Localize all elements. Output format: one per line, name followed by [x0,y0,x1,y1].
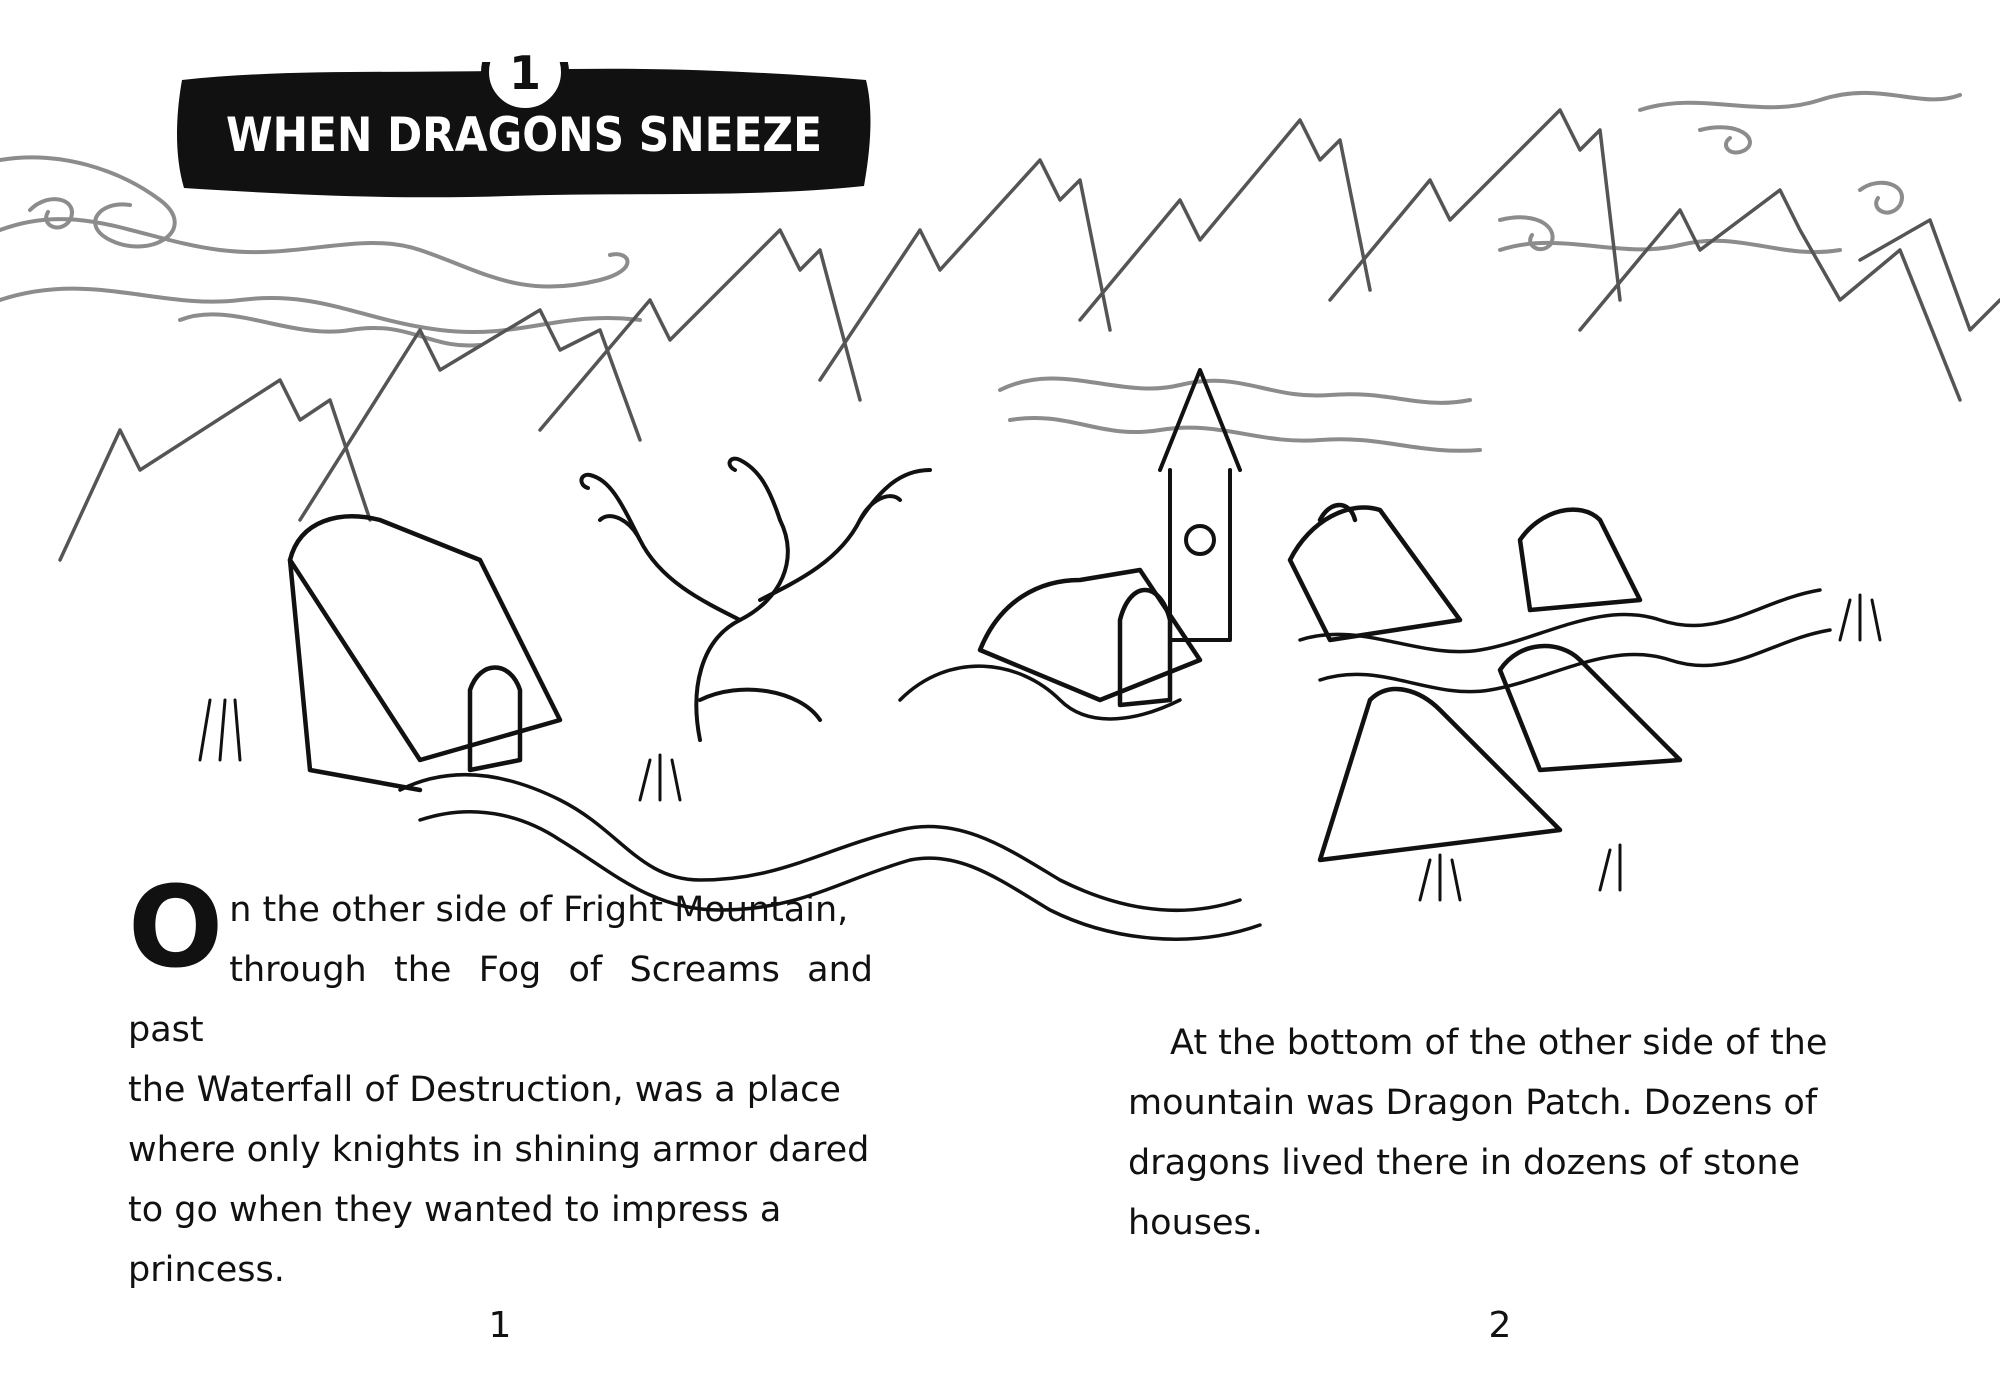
chapter-number: 1 [508,46,541,100]
left-page-text [128,863,873,1300]
chapter-banner [170,46,878,204]
text-line: At the bottom of the other side of the [1170,1023,1828,1063]
text-line: where only knights in shining armor dared [128,1130,870,1170]
plants [200,595,1880,900]
chapter-title: WHEN DRAGONS SNEEZE [225,108,822,163]
page-number-left: 1 [488,1305,512,1346]
page-number-right: 2 [1488,1305,1512,1346]
text-line: houses. [1128,1203,1263,1243]
right-page-text [1128,1013,1873,1253]
text-line: dragons lived there in dozens of stone [1128,1143,1801,1183]
text-line: the Waterfall of Destruction, was a place [128,1070,841,1110]
text-line: through the Fog of Screams and past [128,950,873,1050]
drop-cap: O [128,863,224,993]
text-line: n the other side of Fright Mountain, [229,890,849,930]
text-line: mountain was Dragon Patch. Dozens of [1128,1083,1818,1123]
stone-houses [290,505,1680,860]
text-line: to go when they wanted to impress a [128,1190,782,1230]
clock-tower [1160,370,1240,640]
twisted-tree [581,459,930,740]
text-line: princess. [128,1250,285,1290]
